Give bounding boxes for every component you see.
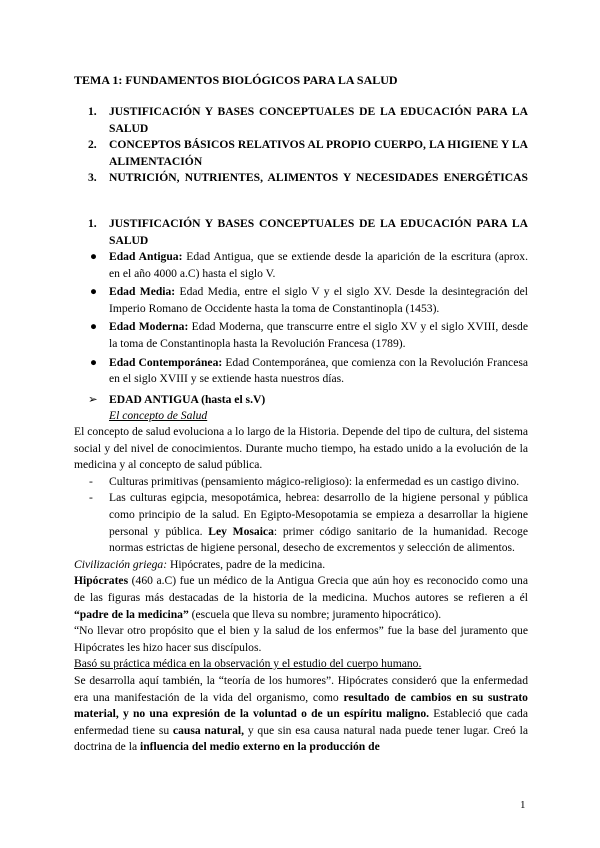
italic-label: Civilización griega: <box>74 557 168 571</box>
bold-term: resultado de cambios en su sustrato material, y no una expresión de la voluntad o de un espíritu maligno. <box>74 690 528 721</box>
page-title: TEMA 1: FUNDAMENTOS BIOLÓGICOS PARA LA SALUD <box>74 73 398 87</box>
body-text <box>74 424 528 756</box>
list-item-text: : primer código sanitario de la humanidad. Recoge normas estrictas de higiene personal, desecho de excrementos y selección de alimentos. <box>109 524 528 555</box>
bold-term: influencia del medio externo en la producción de <box>140 740 380 754</box>
table-of-contents <box>88 104 528 187</box>
bold-term: Ley Mosaica <box>208 524 274 538</box>
bullet-icon: ● <box>90 355 98 369</box>
dash-bullet: - <box>89 491 93 505</box>
section-title: JUSTIFICACIÓN Y BASES CONCEPTUALES DE LA EDUCACIÓN PARA LA SALUD <box>109 217 528 247</box>
dash-list <box>74 474 528 557</box>
section-heading-list <box>88 216 528 249</box>
age-text: Edad Media, entre el siglo V y el siglo XV. Desde la desintegración del Imperio Romano de Occidente hasta la toma de Constantinopla (1453). <box>109 285 528 315</box>
toc-text: NUTRICIÓN, NUTRIENTES, ALIMENTOS Y NECESIDADES ENERGÉTICAS <box>109 171 528 185</box>
bullet-icon: ● <box>90 250 98 263</box>
toc-text: CONCEPTOS BÁSICOS RELATIVOS AL PROPIO CUERPO, LA HIGIENE Y LA ALIMENTACIÓN <box>109 138 528 168</box>
age-text: Edad Antigua, que se extiende desde la aparición de la escritura (aprox. en el año 4000 a.C) hasta el siglo V. <box>109 250 528 280</box>
list-item-text: Las culturas egipcia, mesopotámica, hebrea: desarrollo de la higiene personal y pública como principio de la salud. En Egipto-Mesopotamia se empieza a desarrollar la higiene personal y pública. <box>109 491 528 538</box>
bullet-icon: ● <box>90 320 98 334</box>
bullet-icon: ● <box>90 285 98 299</box>
toc-number: 1. <box>88 105 97 118</box>
age-label: Edad Antigua: <box>109 250 183 263</box>
paragraph-text: Hipócrates, padre de la medicina. <box>167 557 326 571</box>
paragraph <box>74 573 528 623</box>
bold-term: Hipócrates <box>74 574 129 588</box>
paragraph-text: Estableció que cada enfermedad tiene su <box>74 707 528 737</box>
age-label: Edad Media: <box>109 285 176 299</box>
paragraph-text: (escuela que lleva su nombre; juramento hipocrático). <box>188 607 442 621</box>
intro-paragraph: El concepto de salud evoluciona a lo largo de la Historia. Depende del tipo de cultura, del sistema social y del nivel de conocimientos. Durante mucho tiempo, ha estado unido a la evolución de la medicina y al concepto de salud pública. <box>74 425 528 472</box>
toc-item <box>88 170 528 187</box>
subheading: El concepto de Salud <box>109 409 208 422</box>
arrow-bullet-icon: ➢ <box>88 393 98 406</box>
section-heading <box>88 216 528 249</box>
toc-item <box>88 104 528 137</box>
age-text: Edad Moderna, que transcurre entre el siglo XV y el siglo XVIII, desde la toma de Constantinopla hasta la Revolución Francesa (1789). <box>109 320 528 350</box>
paragraph <box>74 557 528 574</box>
age-label: Edad Moderna: <box>109 320 189 334</box>
subsection-heading <box>88 392 265 409</box>
list-item-text: Culturas primitivas (pensamiento mágico-religioso): la enfermedad es un castigo divino. <box>109 474 520 488</box>
list-item <box>88 355 528 388</box>
paragraph-text: Se desarrolla aquí también, la “teoría de los humores”. Hipócrates consideró que la enfermedad era una manifestación de la vida del organismo, como <box>74 673 528 704</box>
ages-list <box>88 249 528 390</box>
list-item <box>74 474 528 491</box>
bold-term: “padre de la medicina” <box>74 607 189 621</box>
quote-paragraph: “No llevar otro propósito que el bien y la salud de los enfermos” fue la base del juramento que Hipócrates les hizo hacer sus discípulos. <box>74 624 528 654</box>
list-item <box>88 284 528 317</box>
toc-item <box>88 137 528 170</box>
subsection-title: EDAD ANTIGUA (hasta el s.V) <box>109 393 266 406</box>
toc-text: JUSTIFICACIÓN Y BASES CONCEPTUALES DE LA EDUCACIÓN PARA LA SALUD <box>109 105 528 135</box>
paragraph-text: (460 a.C) fue un médico de la Antigua Grecia que aún hoy es reconocido como una de las figuras más destacadas de la historia de la medicina. Muchos autores se refieren a él <box>74 574 528 604</box>
list-item <box>88 249 528 282</box>
dash-bullet: - <box>89 474 93 488</box>
list-item <box>74 490 528 556</box>
paragraph-text: y que sin esa causa natural nada puede tener lugar. Creó la doctrina de la <box>74 723 529 754</box>
bold-term: causa natural, <box>172 723 245 737</box>
list-item <box>88 319 528 352</box>
page-number: 1 <box>520 799 526 811</box>
paragraph <box>74 673 528 756</box>
toc-number: 3. <box>88 171 97 185</box>
age-text: Edad Contemporánea, que comienza con la Revolución Francesa en el siglo XVIII y se extiende hasta nuestros días. <box>109 355 529 386</box>
toc-number: 2. <box>88 138 97 152</box>
age-label: Edad Contemporánea: <box>109 355 223 369</box>
section-number: 1. <box>88 217 97 230</box>
underlined-paragraph: Basó su práctica médica en la observación y el estudio del cuerpo humano. <box>74 657 422 671</box>
